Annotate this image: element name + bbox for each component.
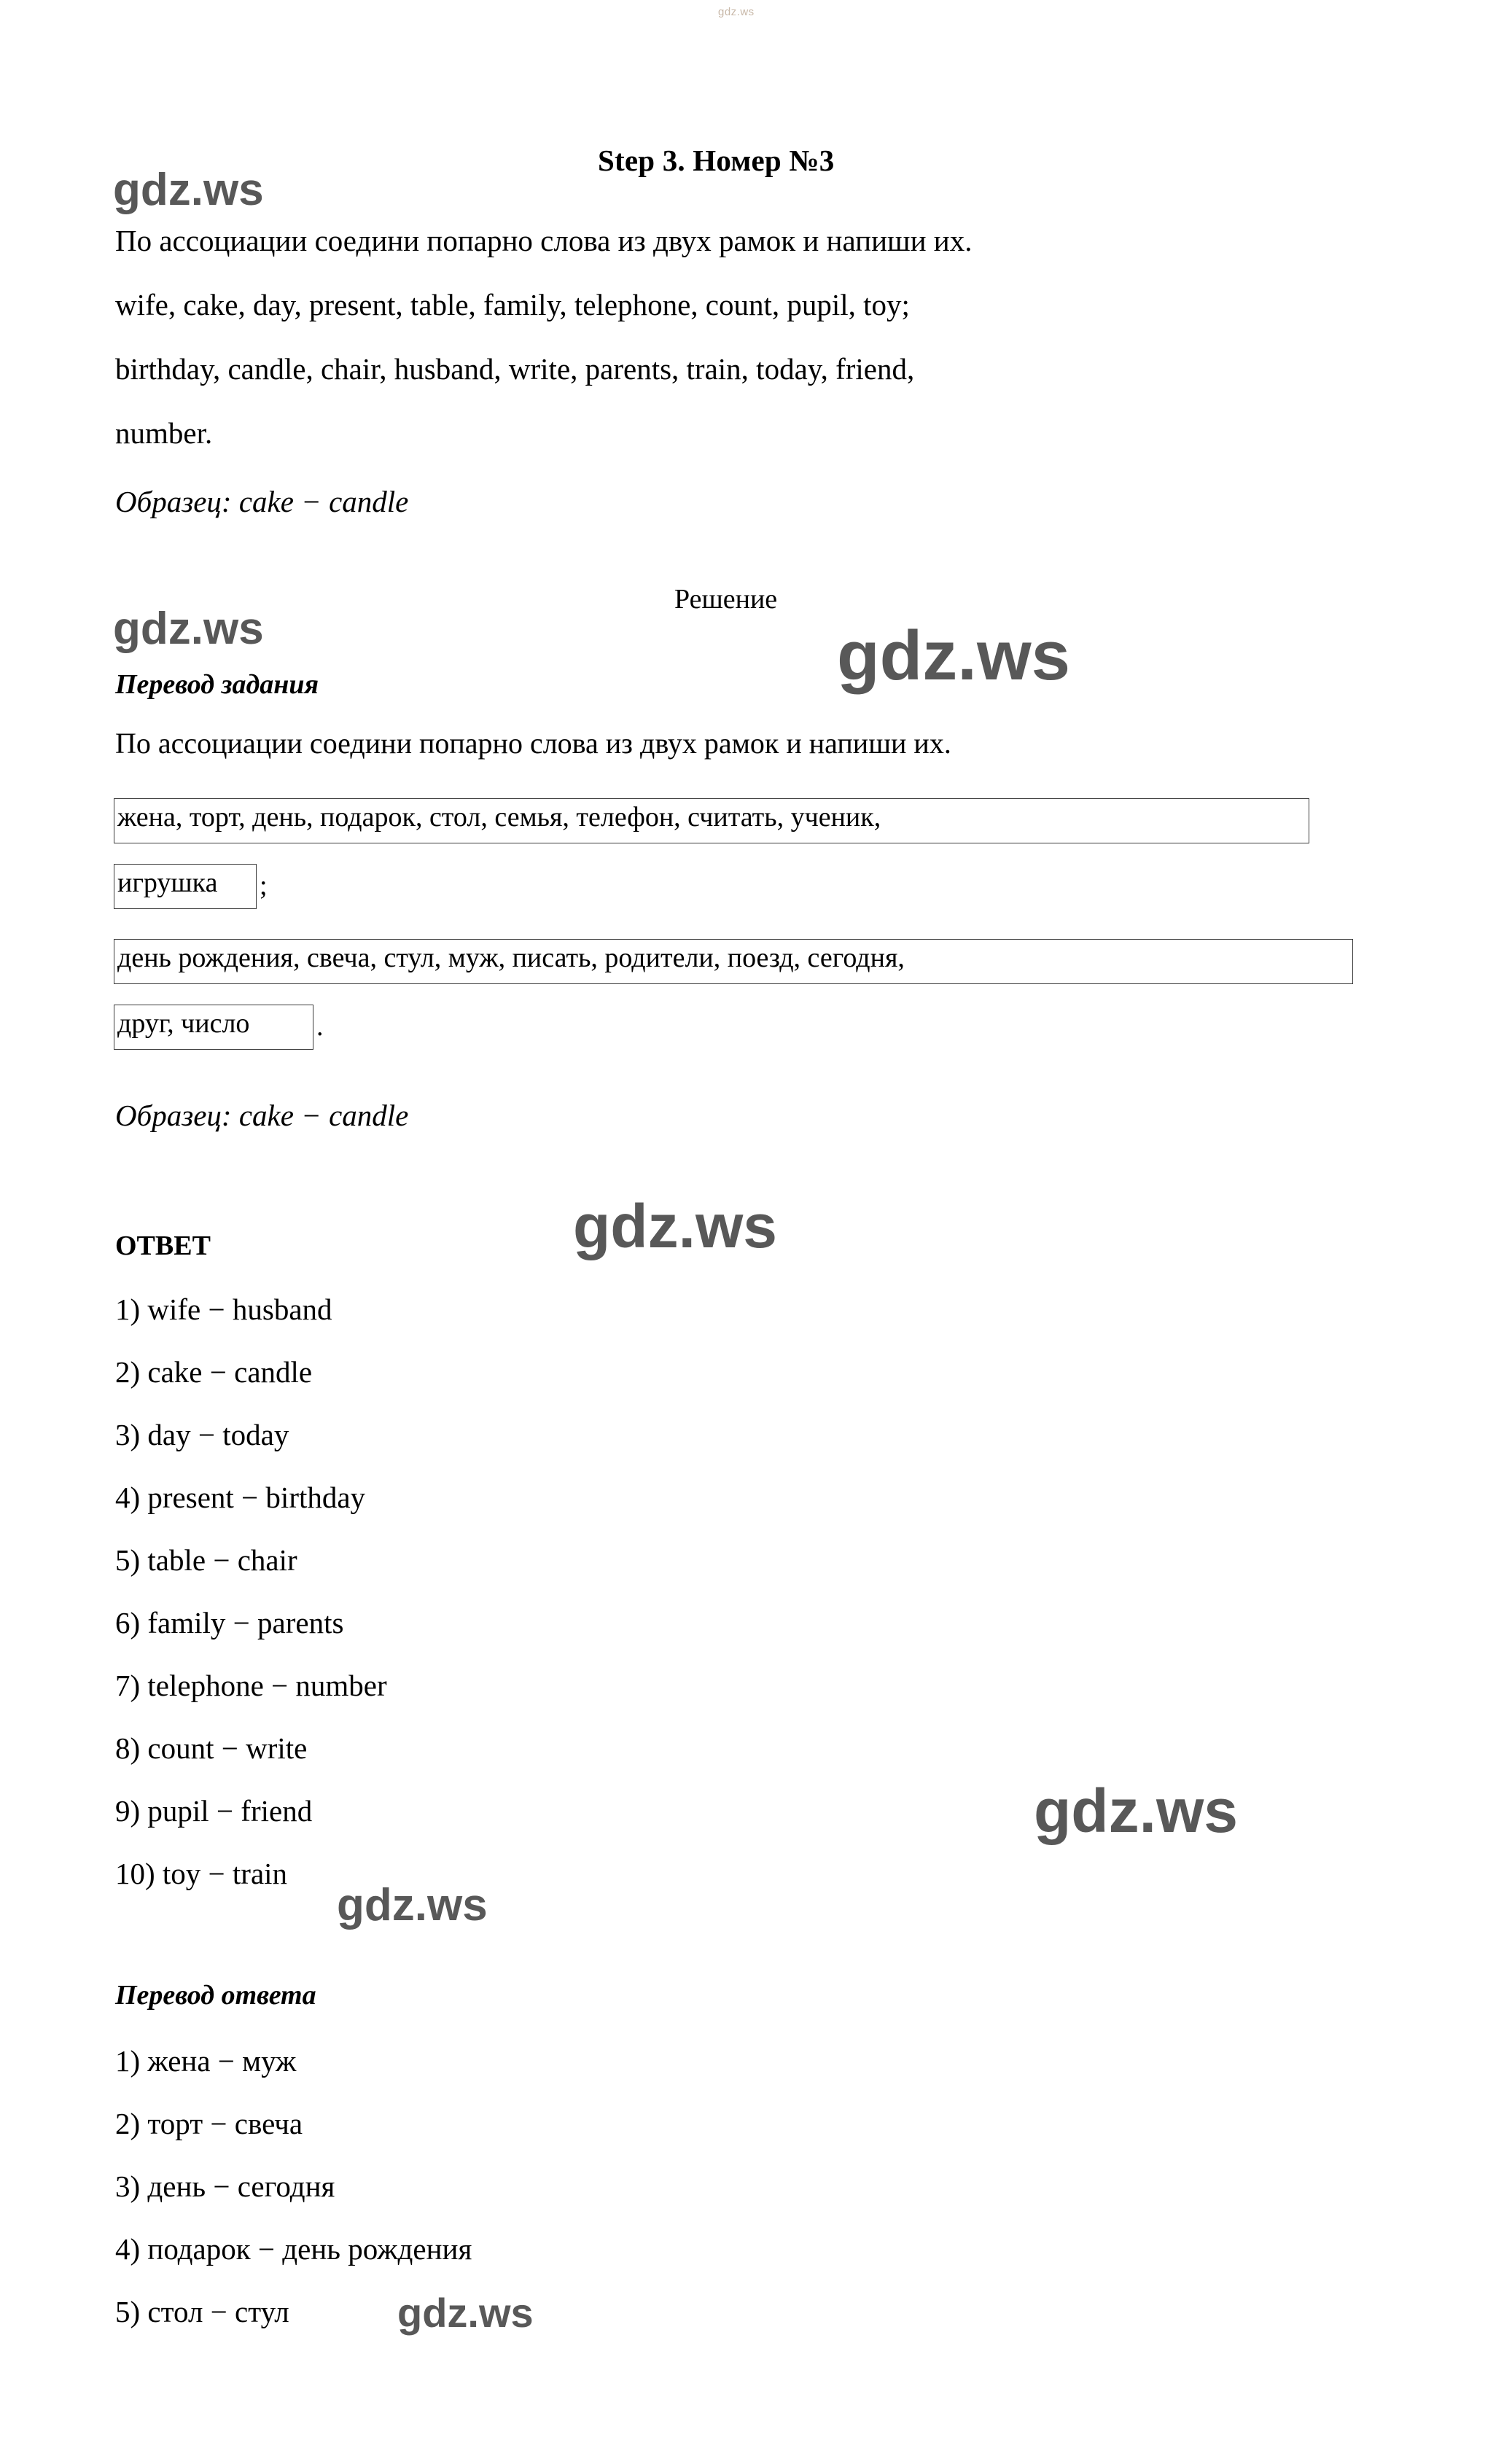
list-item: 1) жена − муж	[115, 2044, 297, 2078]
task-words-line-2: birthday, candle, chair, husband, write, parents, train, today, friend,	[115, 352, 915, 386]
list-item: 2) cake − candle	[115, 1355, 313, 1389]
answer-heading: ОТВЕТ	[115, 1231, 211, 1261]
list-item: 1) wife − husband	[115, 1293, 332, 1326]
translation-box-1-line-1: жена, торт, день, подарок, стол, семья, телефон, считать, ученик,	[114, 798, 1309, 843]
task-words-line-3: number.	[115, 416, 213, 450]
list-item: 3) день − сегодня	[115, 2169, 335, 2203]
task-words-line-1: wife, cake, day, present, table, family, telephone, count, pupil, toy;	[115, 288, 910, 321]
translation-heading: Перевод задания	[115, 669, 319, 700]
translation-box-1-tail: ;	[260, 870, 268, 901]
list-item: 6) family − parents	[115, 1606, 344, 1640]
list-item: 7) telephone − number	[115, 1669, 387, 1702]
translation-box-2-tail: .	[316, 1011, 324, 1042]
list-item: 9) pupil − friend	[115, 1794, 313, 1828]
list-item: 4) present − birthday	[115, 1481, 366, 1514]
watermark-logo: gdz.ws	[113, 165, 264, 215]
answer-translation-heading: Перевод ответа	[115, 1980, 316, 2011]
translation-box-2-line-1: день рождения, свеча, стул, муж, писать, родители, поезд, сегодня,	[114, 939, 1353, 984]
list-item: 5) table − chair	[115, 1543, 297, 1577]
watermark-logo: gdz.ws	[837, 617, 1071, 695]
list-item: 2) торт − свеча	[115, 2107, 303, 2140]
watermark-logo: gdz.ws	[113, 604, 264, 654]
task-example: Образец: cake − candle	[115, 485, 409, 518]
translation-box-2-line-2: друг, число	[114, 1005, 313, 1050]
list-item: 10) toy − train	[115, 1857, 288, 1890]
translation-instruction: По ассоциации соедини попарно слова из двух рамок и напиши их.	[115, 727, 951, 760]
list-item: 4) подарок − день рождения	[115, 2232, 472, 2266]
watermark-logo: gdz.ws	[337, 1880, 488, 1930]
watermark-tiny: gdz.ws	[718, 6, 755, 18]
list-item: 5) стол − стул	[115, 2295, 289, 2328]
watermark-logo: gdz.ws	[397, 2290, 534, 2336]
solution-label: Решение	[674, 584, 778, 615]
translation-box-1-line-2: игрушка	[114, 864, 257, 909]
task-instruction: По ассоциации соедини попарно слова из двух рамок и напиши их.	[115, 224, 973, 257]
list-item: 8) count − write	[115, 1731, 308, 1765]
watermark-logo: gdz.ws	[1034, 1777, 1239, 1845]
list-item: 3) day − today	[115, 1418, 289, 1451]
watermark-logo: gdz.ws	[573, 1192, 778, 1260]
translation-example: Образец: cake − candle	[115, 1099, 409, 1132]
page-title: Step 3. Номер №3	[598, 144, 835, 177]
